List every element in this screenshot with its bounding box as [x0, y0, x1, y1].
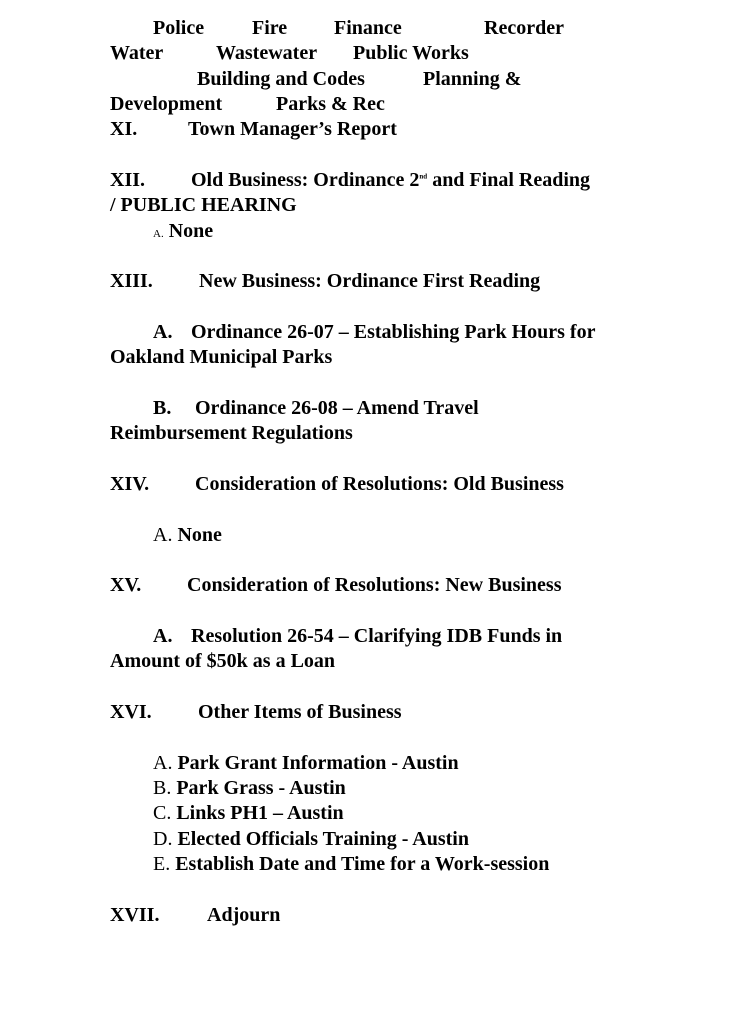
- section-xiii-title: New Business: Ordinance First Reading: [199, 270, 541, 292]
- section-xiii-item-b: [153, 396, 479, 421]
- section-xvi: [110, 700, 402, 725]
- section-xii-title-part-b: and Final Reading: [427, 169, 591, 191]
- section-xiii: [110, 269, 541, 294]
- section-xv: [110, 573, 562, 598]
- section-xii-title: [191, 168, 590, 193]
- section-xiv-title: Consideration of Resolutions: Old Business: [195, 473, 564, 495]
- section-xvi-item-a-letter: A.: [153, 752, 173, 774]
- section-xvi-item-d: [153, 827, 469, 852]
- section-xiii-item-b-cont: Reimbursement Regulations: [110, 422, 353, 444]
- section-xvi-item-a: [153, 751, 459, 776]
- section-xii-title-cont: / PUBLIC HEARING: [110, 194, 297, 216]
- section-xv-number: XV.: [110, 574, 142, 596]
- section-xv-item-a-cont: Amount of $50k as a Loan: [110, 650, 336, 672]
- section-xii-title-sup: nd: [419, 172, 428, 181]
- section-xiv-number: XIV.: [110, 473, 150, 495]
- dept-finance: Finance: [334, 17, 402, 39]
- section-xv-item-a-letter: A.: [153, 625, 173, 647]
- section-xvii: [110, 903, 281, 928]
- section-xv-item-a-text: Resolution 26-54 – Clarifying IDB Funds in: [191, 625, 563, 647]
- section-xi-number: XI.: [110, 118, 138, 140]
- section-xii: [110, 168, 591, 193]
- section-xvi-item-e: [153, 852, 549, 877]
- section-xvi-item-c: [153, 801, 344, 826]
- dept-development: Development: [110, 93, 223, 115]
- section-xiii-item-b-text: Ordinance 26-08 – Amend Travel: [195, 397, 479, 419]
- section-xii-number: XII.: [110, 169, 146, 191]
- section-xiv-item-a: [153, 523, 222, 548]
- section-xii-item-a: [153, 219, 213, 247]
- section-xiii-item-b-letter: B.: [153, 397, 172, 419]
- section-xvi-item-e-text: Establish Date and Time for a Work-session: [175, 853, 550, 875]
- dept-building-codes: Building and Codes: [197, 68, 365, 90]
- section-xiv-item-a-text: None: [177, 524, 222, 546]
- dept-water: Water: [110, 42, 164, 64]
- dept-public-works: Public Works: [353, 42, 469, 64]
- section-xvi-item-d-letter: D.: [153, 828, 173, 850]
- dept-planning: Planning &: [423, 68, 522, 90]
- section-xvi-item-c-letter: C.: [153, 802, 172, 824]
- section-xi-title: Town Manager’s Report: [188, 118, 397, 140]
- section-xiv: [110, 472, 564, 497]
- section-xvi-item-e-letter: E.: [153, 853, 171, 875]
- section-xi: [110, 117, 397, 142]
- dept-wastewater: Wastewater: [216, 42, 318, 64]
- section-xiii-item-a: [153, 320, 596, 345]
- section-xvi-number: XVI.: [110, 701, 152, 723]
- section-xiii-item-a-text: Ordinance 26-07 – Establishing Park Hours for: [191, 321, 596, 343]
- section-xvi-item-d-text: Elected Officials Training - Austin: [177, 828, 469, 850]
- dept-parks-rec: Parks & Rec: [276, 93, 385, 115]
- section-xvii-title: Adjourn: [207, 904, 281, 926]
- section-xiv-item-a-letter: A.: [153, 524, 173, 546]
- section-xvi-item-b-letter: B.: [153, 777, 172, 799]
- dept-fire: Fire: [252, 17, 288, 39]
- section-xv-title: Consideration of Resolutions: New Business: [187, 574, 562, 596]
- section-xiii-item-a-cont: Oakland Municipal Parks: [110, 346, 333, 368]
- section-xii-item-a-letter: A.: [153, 228, 164, 240]
- dept-recorder: Recorder: [484, 17, 564, 39]
- dept-police: Police: [153, 17, 205, 39]
- section-xii-item-a-text: None: [168, 220, 214, 242]
- section-xiii-item-a-letter: A.: [153, 321, 173, 343]
- section-xiii-number: XIII.: [110, 270, 153, 292]
- section-xv-item-a: [153, 624, 563, 649]
- section-xii-title-part-a: Old Business: Ordinance 2: [191, 169, 420, 191]
- section-xvi-item-a-text: Park Grant Information - Austin: [177, 752, 459, 774]
- section-xvi-item-b: [153, 776, 346, 801]
- section-xvi-item-c-text: Links PH1 – Austin: [176, 802, 344, 824]
- section-xvi-title: Other Items of Business: [198, 701, 402, 723]
- section-xvi-item-b-text: Park Grass - Austin: [176, 777, 346, 799]
- section-xvii-number: XVII.: [110, 904, 160, 926]
